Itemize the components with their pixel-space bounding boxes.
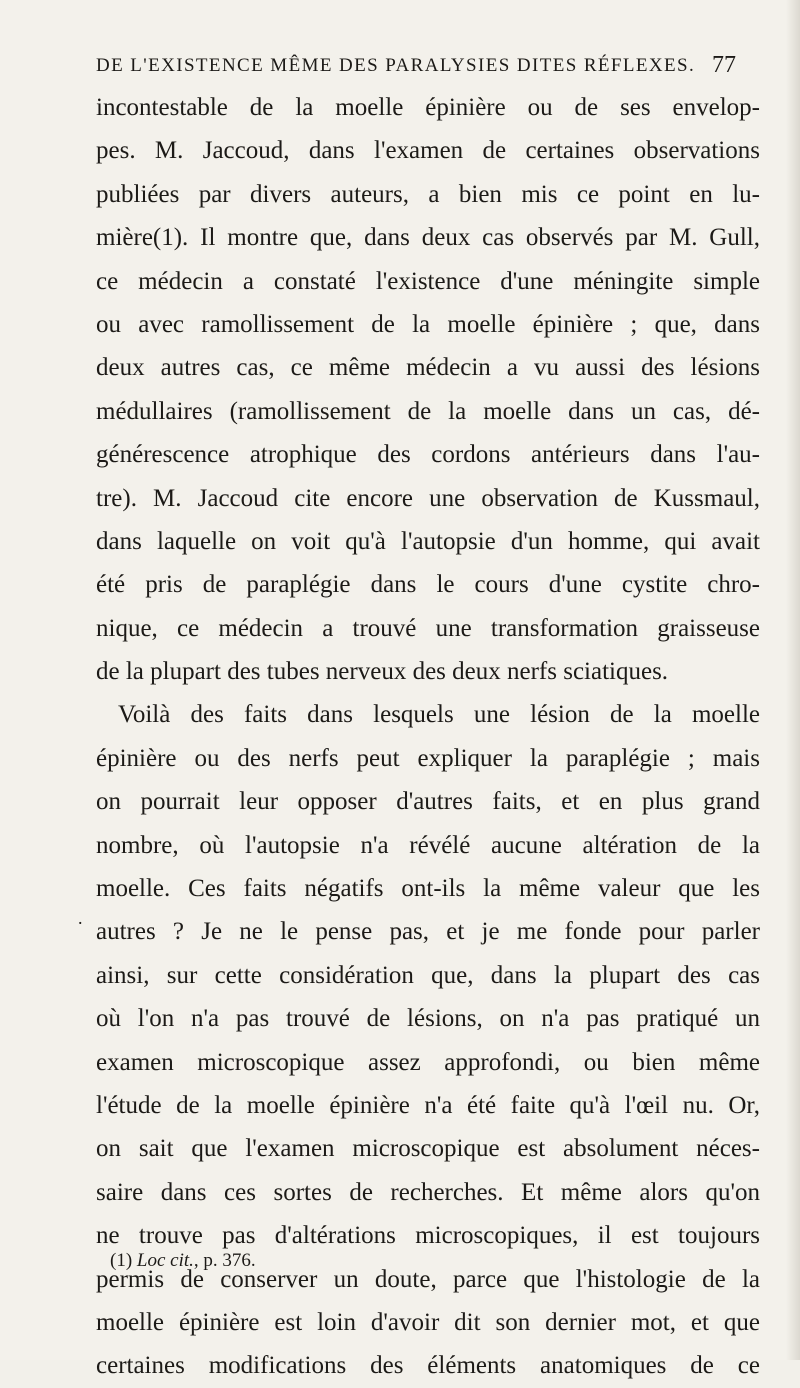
text-line: ne trouve pas d'altérations microscopiques, il est toujours: [96, 1222, 760, 1250]
text-line: tre). M. Jaccoud cite encore une observation de Kussmaul,: [96, 484, 760, 512]
page-edge-shadow: [786, 0, 800, 1360]
text-line: été pris de paraplégie dans le cours d'une cystite chro-: [96, 571, 760, 599]
body-text: [96, 86, 760, 1388]
footnote-reference: Loc cit.: [136, 1250, 194, 1271]
text-line: nombre, où l'autopsie n'a révélé aucune altération de la: [96, 831, 760, 859]
margin-mark: .: [78, 908, 83, 928]
text-line: l'étude de la moelle épinière n'a été faite qu'à l'œil nu. Or,: [96, 1091, 760, 1119]
text-line: épinière ou des nerfs peut expliquer la paraplégie ; mais: [96, 744, 760, 772]
text-line: moelle. Ces faits négatifs ont-ils la même valeur que les: [96, 875, 760, 903]
text-line: incontestable de la moelle épinière ou de ses envelop-: [96, 94, 760, 121]
running-head: [96, 52, 736, 82]
footnote-page: , p. 376.: [193, 1250, 256, 1271]
footnote: [110, 1250, 256, 1272]
text-line: on pourrait leur opposer d'autres faits, et en plus grand: [96, 788, 760, 816]
text-line: ainsi, sur cette considération que, dans la plupart des cas: [96, 961, 760, 989]
text-line: examen microscopique assez approfondi, ou bien même: [96, 1048, 760, 1076]
text-line: ce médecin a constaté l'existence d'une méningite simple: [96, 267, 760, 295]
text-line: nique, ce médecin a trouvé une transformation graisseuse: [96, 614, 760, 642]
text-line: pes. M. Jaccoud, dans l'examen de certaines observations: [96, 137, 760, 165]
page-number: 77: [712, 52, 736, 78]
text-line: mière(1). Il montre que, dans deux cas observés par M. Gull,: [96, 224, 760, 252]
text-line: publiées par divers auteurs, a bien mis ce point en lu-: [96, 180, 760, 208]
text-line: permis de conserver un doute, parce que l'histologie de la: [96, 1265, 760, 1293]
running-head-title: DE L'EXISTENCE MÊME DES PARALYSIES DITES RÉFLEXES.: [96, 55, 696, 76]
text-line: générescence atrophique des cordons antérieurs dans l'au-: [96, 441, 760, 469]
text-line: Voilà des faits dans lesquels une lésion de la moelle: [118, 701, 760, 729]
text-line: où l'on n'a pas trouvé de lésions, on n'a pas pratiqué un: [96, 1005, 760, 1033]
text-line: médullaires (ramollissement de la moelle dans un cas, dé-: [96, 397, 760, 425]
text-line: on sait que l'examen microscopique est absolument néces-: [96, 1135, 760, 1163]
text-line: de la plupart des tubes nerveux des deux nerfs sciatiques.: [96, 658, 669, 686]
text-line: moelle épinière est loin d'avoir dit son dernier mot, et que: [96, 1308, 760, 1336]
text-line: deux autres cas, ce même médecin a vu aussi des lésions: [96, 354, 760, 382]
text-line: autres ? Je ne le pense pas, et je me fonde pour parler: [96, 918, 760, 946]
footnote-marker: (1): [110, 1250, 133, 1271]
text-line: dans laquelle on voit qu'à l'autopsie d'un homme, qui avait: [96, 527, 760, 555]
text-line: certaines modifications des éléments anatomiques de ce: [96, 1352, 760, 1380]
text-line: saire dans ces sortes de recherches. Et même alors qu'on: [96, 1178, 760, 1206]
text-line: ou avec ramollissement de la moelle épinière ; que, dans: [96, 310, 760, 338]
